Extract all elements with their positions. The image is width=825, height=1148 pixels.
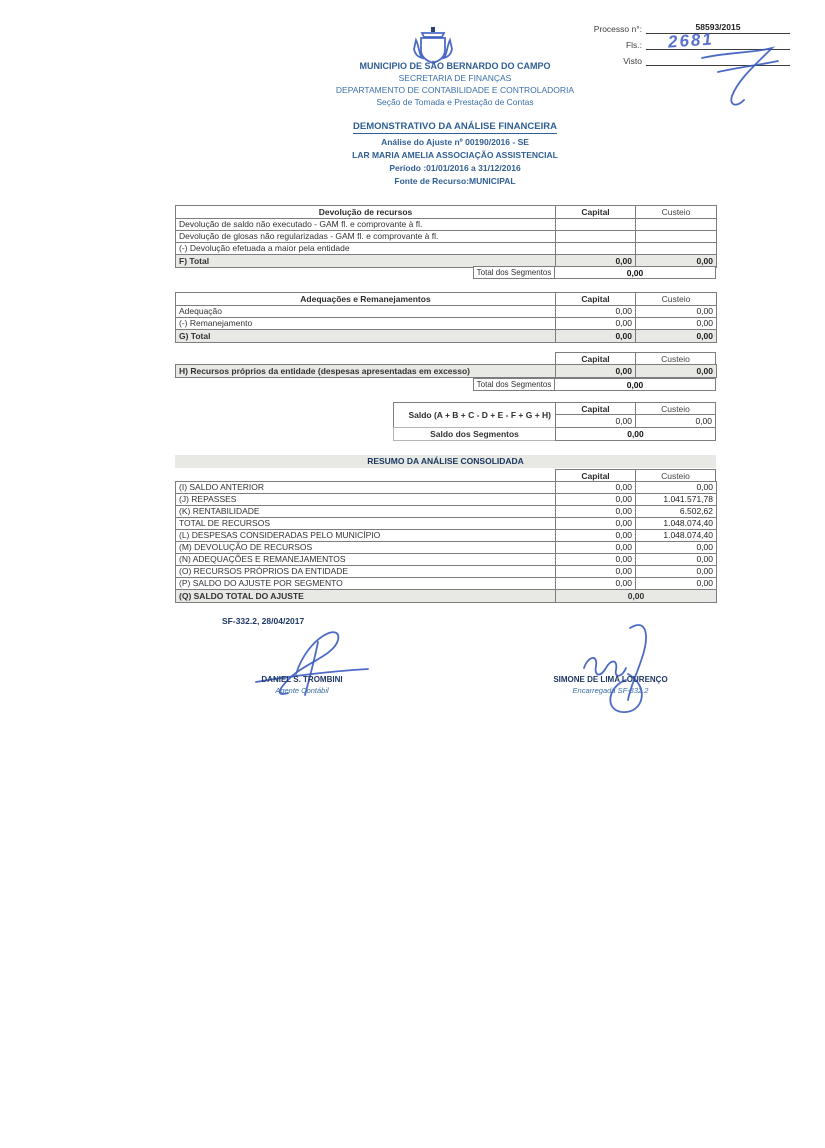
adequacoes-table (175, 292, 717, 343)
org-department: DEPARTAMENTO DE CONTABILIDADE E CONTROLADORIA (335, 85, 575, 95)
row-capital (556, 243, 636, 255)
saldo-segments-value: 0,00 (555, 427, 716, 441)
row-label: Devolução de glosas não regularizadas - GAM fl. e comprovante à fl. (176, 231, 556, 243)
total-label: (Q) SALDO TOTAL DO AJUSTE (176, 590, 556, 603)
analysis-entity-name: LAR MARIA AMELIA ASSOCIAÇÃO ASSISTENCIAL (352, 150, 558, 160)
table-row (176, 306, 717, 318)
capital-column-header: Capital (555, 402, 636, 415)
table-row (176, 494, 717, 506)
row-label: TOTAL DE RECURSOS (176, 518, 556, 530)
resumo-total-row (176, 590, 717, 603)
devolucao-header-row (176, 206, 717, 219)
row-label: (P) SALDO DO AJUSTE POR SEGMENTO (176, 578, 556, 590)
signer1-role: Agente Contábil (275, 686, 329, 695)
row-custeio: 6.502,62 (636, 506, 717, 518)
analysis-info (255, 137, 655, 189)
row-custeio: 0,00 (636, 306, 717, 318)
row-capital: 0,00 (556, 518, 636, 530)
table-row (176, 318, 717, 330)
recursos-proprios-table (175, 364, 717, 378)
total-custeio: 0,00 (636, 255, 717, 268)
signer2-name: SIMONE DE LIMA LOURENÇO (553, 675, 668, 684)
processo-number: 58593/2015 (695, 22, 741, 32)
row-capital (556, 219, 636, 231)
processo-label: Processo n°: (593, 24, 642, 34)
custeio-column-header: Custeio (635, 352, 716, 365)
row-label: (O) RECURSOS PRÓPRIOS DA ENTIDADE (176, 566, 556, 578)
table-row (176, 530, 717, 542)
custeio-column-header: Custeio (635, 469, 716, 482)
row-custeio: 0,00 (636, 578, 717, 590)
row-custeio: 0,00 (636, 554, 717, 566)
total-capital: 0,00 (556, 330, 636, 343)
total-value: 0,00 (556, 590, 717, 603)
row-label: Adequação (176, 306, 556, 318)
row-capital: 0,00 (556, 554, 636, 566)
custeio-column-header: Custeio (636, 206, 717, 219)
row-custeio: 0,00 (636, 365, 717, 378)
row-custeio (636, 231, 717, 243)
total-custeio: 0,00 (636, 330, 717, 343)
table-row (176, 482, 717, 494)
segments-value: 0,00 (555, 378, 716, 391)
row-custeio: 0,00 (636, 482, 717, 494)
signer2-role: Encarregada SF-332.2 (572, 686, 649, 695)
row-label: Devolução de saldo não executado - GAM fl. e comprovante à fl. (176, 219, 556, 231)
row-capital: 0,00 (556, 542, 636, 554)
analysis-period: Período :01/01/2016 a 31/12/2016 (389, 163, 521, 173)
row-custeio: 0,00 (636, 566, 717, 578)
org-secretariat: SECRETARIA DE FINANÇAS (398, 73, 512, 83)
org-name: MUNICIPIO DE SÃO BERNARDO DO CAMPO (359, 61, 551, 71)
org-header (255, 61, 655, 109)
table-row (176, 566, 717, 578)
row-label: (-) Devolução efetuada a maior pela entidade (176, 243, 556, 255)
fls-label: Fls.: (625, 40, 642, 50)
segments-label: Total dos Segmentos (473, 378, 555, 391)
row-custeio: 1.048.074,40 (636, 530, 717, 542)
row-capital: 0,00 (556, 578, 636, 590)
resumo-table (175, 481, 717, 603)
row-capital: 0,00 (556, 530, 636, 542)
devolucao-title: Devolução de recursos (176, 206, 556, 219)
fls-handwritten-number: 2681 (667, 29, 715, 52)
row-label: (L) DESPESAS CONSIDERADAS PELO MUNICÍPIO (176, 530, 556, 542)
recursos-proprios-segments-row (473, 378, 716, 391)
row-capital: 0,00 (556, 318, 636, 330)
saldo-formula-label: Saldo (A + B + C - D + E - F + G + H) (393, 402, 556, 428)
document-title-wrap (255, 116, 655, 134)
visto-signature (688, 40, 788, 110)
devolucao-table (175, 205, 717, 268)
row-capital: 0,00 (556, 482, 636, 494)
saldo-custeio: 0,00 (635, 414, 716, 428)
table-row (176, 219, 717, 231)
row-label: (I) SALDO ANTERIOR (176, 482, 556, 494)
analysis-funding-source: Fonte de Recurso:MUNICIPAL (394, 176, 516, 186)
row-capital: 0,00 (556, 566, 636, 578)
row-custeio: 0,00 (636, 318, 717, 330)
adequacoes-header-row (176, 293, 717, 306)
segments-value: 0,00 (555, 266, 716, 279)
custeio-column-header: Custeio (636, 293, 717, 306)
total-label: G) Total (176, 330, 556, 343)
table-row (176, 554, 717, 566)
row-capital: 0,00 (556, 494, 636, 506)
capital-column-header: Capital (555, 469, 636, 482)
signature-simone (568, 616, 663, 716)
adequacoes-total-row (176, 330, 717, 343)
total-capital: 0,00 (556, 255, 636, 268)
org-section: Seção de Tomada e Prestação de Contas (376, 97, 534, 107)
signer1-name: DANIEL S. TROMBINI (261, 675, 343, 684)
table-row (176, 231, 717, 243)
row-capital: 0,00 (556, 306, 636, 318)
capital-column-header: Capital (556, 293, 636, 306)
row-custeio: 1.048.074,40 (636, 518, 717, 530)
resumo-title-band: RESUMO DA ANÁLISE CONSOLIDADA (175, 455, 716, 468)
row-capital (556, 231, 636, 243)
municipal-crest-icon (412, 26, 454, 64)
devolucao-segments-row (473, 266, 716, 279)
analysis-adjustment-number: Análise do Ajuste nº 00190/2016 - SE (381, 137, 529, 147)
reference-date: SF-332.2, 28/04/2017 (222, 616, 305, 626)
table-row (176, 506, 717, 518)
capital-column-header: Capital (555, 352, 636, 365)
row-label: (M) DEVOLUÇÃO DE RECURSOS (176, 542, 556, 554)
row-label: H) Recursos próprios da entidade (despesas apresentadas em excesso) (176, 365, 556, 378)
saldo-capital: 0,00 (555, 414, 636, 428)
segments-label: Total dos Segmentos (473, 266, 555, 279)
row-custeio (636, 219, 717, 231)
row-custeio (636, 243, 717, 255)
row-label: (N) ADEQUAÇÕES E REMANEJAMENTOS (176, 554, 556, 566)
adequacoes-title: Adequações e Remanejamentos (176, 293, 556, 306)
row-label: (J) REPASSES (176, 494, 556, 506)
custeio-column-header: Custeio (635, 402, 716, 415)
table-row (176, 243, 717, 255)
row-label: (K) RENTABILIDADE (176, 506, 556, 518)
row-custeio: 1.041.571,78 (636, 494, 717, 506)
document-title: DEMONSTRATIVO DA ANÁLISE FINANCEIRA (353, 121, 557, 132)
visto-label: Visto (623, 56, 642, 66)
row-capital: 0,00 (556, 506, 636, 518)
table-row (176, 542, 717, 554)
table-row (176, 518, 717, 530)
total-label: F) Total (176, 255, 556, 268)
signature-daniel (238, 618, 373, 696)
recursos-proprios-row (176, 365, 717, 378)
capital-column-header: Capital (556, 206, 636, 219)
row-custeio: 0,00 (636, 542, 717, 554)
table-row (176, 578, 717, 590)
row-capital: 0,00 (556, 365, 636, 378)
saldo-segments-label: Saldo dos Segmentos (393, 427, 556, 441)
row-label: (-) Remanejamento (176, 318, 556, 330)
